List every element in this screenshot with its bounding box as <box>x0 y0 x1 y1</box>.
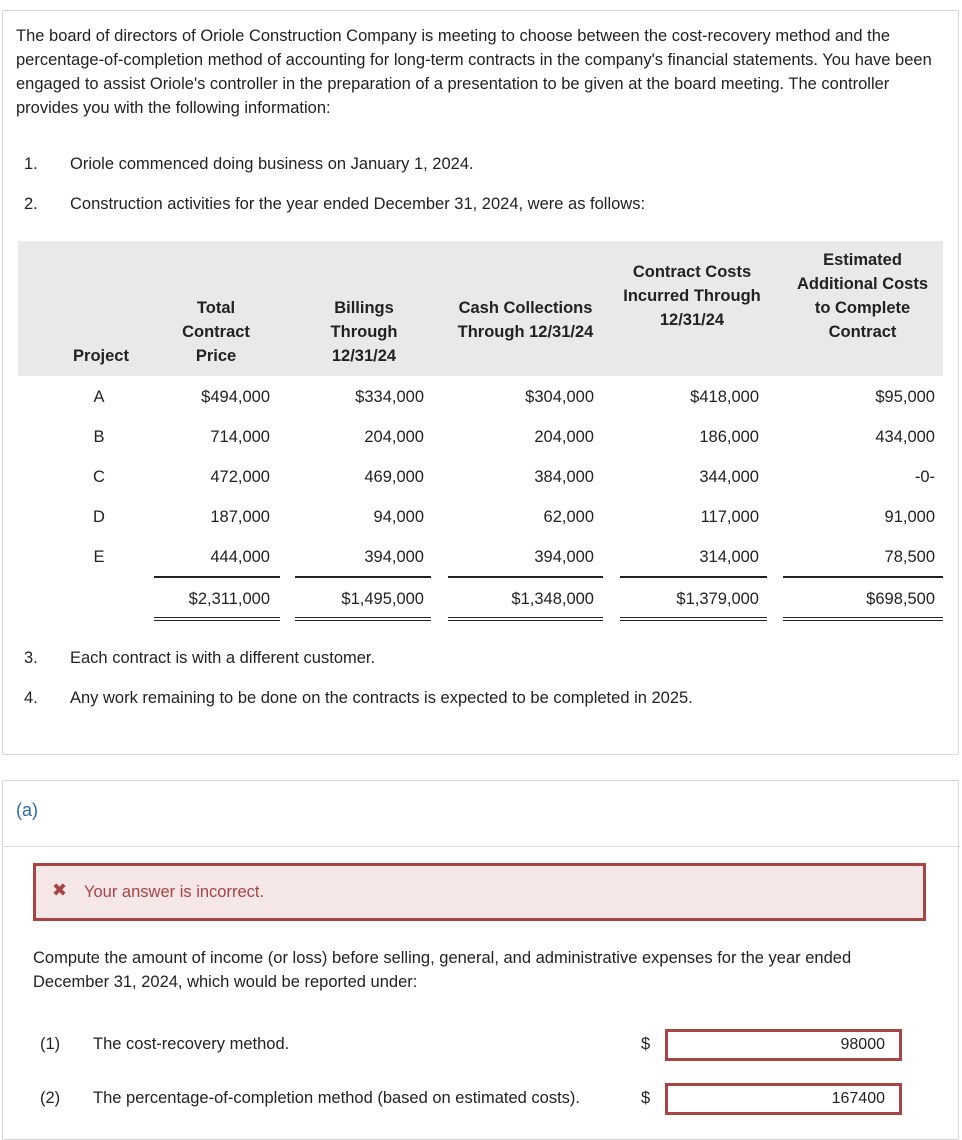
question-text: Compute the amount of income (or loss) before selling, general, and administrative expenses for the year ended December 31, 2024, which would be reported under: <box>33 949 852 991</box>
answer-label: The cost-recovery method. <box>93 1035 290 1053</box>
cell-project: D <box>93 508 105 526</box>
list-number: 3. <box>24 649 38 667</box>
total-cash: $1,348,000 <box>511 590 594 608</box>
double-rule <box>295 617 431 621</box>
cell-cash: 204,000 <box>534 428 594 446</box>
col-header-cash: Cash Collections Through 12/31/24 <box>457 299 594 341</box>
cell-price: $494,000 <box>201 388 270 406</box>
list-text: Each contract is with a different customer. <box>70 649 376 667</box>
cell-costs: $418,000 <box>690 388 759 406</box>
total-additional: $698,500 <box>866 590 935 608</box>
cell-costs: 314,000 <box>699 548 759 566</box>
total-rule <box>295 576 431 578</box>
cell-price: 714,000 <box>210 428 270 446</box>
double-rule <box>783 617 943 621</box>
currency-symbol: $ <box>641 1035 651 1053</box>
incorrect-alert <box>33 863 926 921</box>
cell-project: E <box>93 548 105 566</box>
col-header-additional: Estimated Additional Costs to Complete Contract <box>796 251 929 341</box>
double-rule <box>448 617 603 621</box>
cost-recovery-input[interactable] <box>665 1029 902 1061</box>
cell-cash: 384,000 <box>534 468 594 486</box>
cell-price: 444,000 <box>210 548 270 566</box>
cell-cash: 394,000 <box>534 548 594 566</box>
col-header-project: Project <box>73 347 129 365</box>
total-rule <box>620 576 767 578</box>
intro-paragraph: The board of directors of Oriole Construction Company is meeting to choose between the cost-recovery method and the percentage-of-completion method of accounting for long-term contracts in the company's financial statements. You have been engaged to assist Oriole's controller in the preparation of a presentation to be given at the board meeting. The controller provides you with the following information: <box>16 27 932 117</box>
cell-additional: 434,000 <box>875 428 935 446</box>
total-rule <box>783 576 943 578</box>
close-icon: ✖ <box>52 880 68 900</box>
total-billings: $1,495,000 <box>341 590 424 608</box>
total-rule <box>154 576 280 578</box>
alert-text: Your answer is incorrect. <box>84 883 265 901</box>
cell-costs: 186,000 <box>699 428 759 446</box>
part-label: (a) <box>16 800 38 820</box>
list-text: Oriole commenced doing business on January 1, 2024. <box>70 155 474 173</box>
answer-label: The percentage-of-completion method (based on estimated costs). <box>93 1089 581 1107</box>
cell-billings: 469,000 <box>364 468 424 486</box>
cell-billings: 94,000 <box>373 508 424 526</box>
cell-billings: $334,000 <box>355 388 424 406</box>
answer-row <box>0 1083 957 1117</box>
cell-billings: 394,000 <box>364 548 424 566</box>
answer-row <box>0 1029 957 1063</box>
list-number: 1. <box>24 155 38 173</box>
cell-additional: 91,000 <box>884 508 935 526</box>
cell-billings: 204,000 <box>364 428 424 446</box>
problem-card <box>2 10 959 755</box>
col-header-billings: Billings Through 12/31/24 <box>330 299 398 365</box>
answer-number: (2) <box>40 1089 61 1107</box>
list-text: Any work remaining to be done on the contracts is expected to be completed in 2025. <box>70 689 693 707</box>
list-number: 2. <box>24 195 38 213</box>
currency-symbol: $ <box>641 1089 651 1107</box>
answer-number: (1) <box>40 1035 61 1053</box>
cell-price: 187,000 <box>210 508 270 526</box>
double-rule <box>620 617 767 621</box>
col-header-price: Total Contract Price <box>182 299 250 365</box>
cell-cash: 62,000 <box>543 508 594 526</box>
col-header-costs: Contract Costs Incurred Through 12/31/24 <box>623 263 761 329</box>
total-price: $2,311,000 <box>188 590 270 608</box>
cell-additional: 78,500 <box>884 548 935 566</box>
divider <box>3 846 960 847</box>
list-number: 4. <box>24 689 38 707</box>
cell-costs: 344,000 <box>699 468 759 486</box>
cell-project: C <box>93 468 105 486</box>
cell-cash: $304,000 <box>525 388 594 406</box>
total-costs: $1,379,000 <box>676 590 759 608</box>
cell-project: A <box>93 388 105 406</box>
list-text: Construction activities for the year ended December 31, 2024, were as follows: <box>70 195 646 213</box>
double-rule <box>154 617 280 621</box>
percentage-completion-input[interactable] <box>665 1083 902 1115</box>
cell-additional: -0- <box>914 468 935 486</box>
cell-additional: $95,000 <box>875 388 935 406</box>
cell-project: B <box>93 428 105 446</box>
total-rule <box>448 576 603 578</box>
cell-price: 472,000 <box>210 468 270 486</box>
cell-costs: 117,000 <box>700 508 759 526</box>
